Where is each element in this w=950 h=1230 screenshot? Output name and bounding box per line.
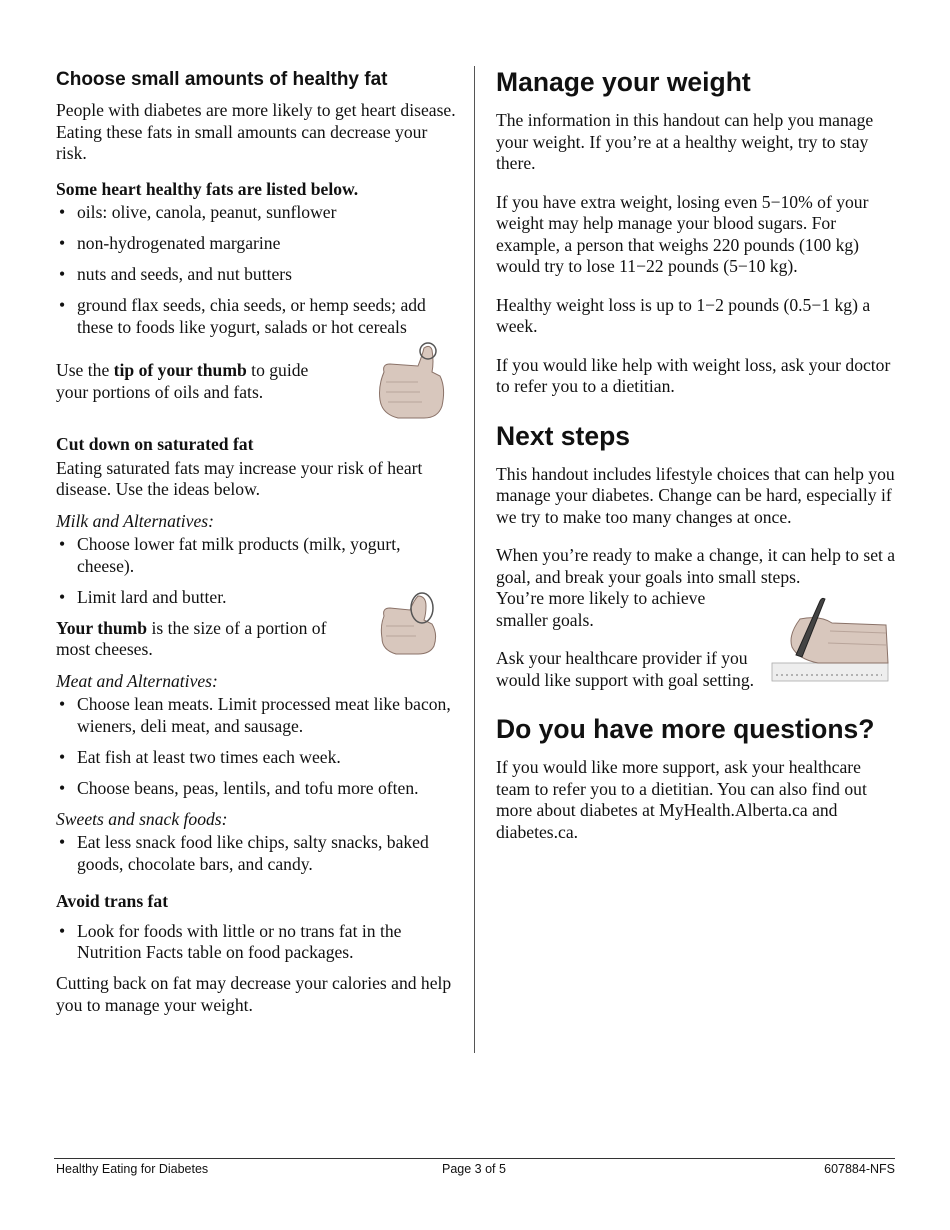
manage-weight-heading: Manage your weight	[496, 67, 751, 97]
questions-paragraph: If you would like more support, ask your healthcare team to refer you to a dietitian. You can also find out more about diabetes at MyHealth.Alberta.ca and diabetes.ca.	[496, 757, 867, 842]
next-steps-paragraph: When you’re ready to make a change, it can help to set a goal, and break your goals into small steps.	[496, 545, 896, 587]
saturated-fat-heading: Cut down on saturated fat	[56, 434, 254, 454]
weight-paragraph: The information in this handout can help you manage your weight. If you’re at a healthy weight, try to stay there.	[496, 110, 874, 173]
healthy-fat-heading: Choose small amounts of healthy fat	[56, 69, 388, 90]
list-item: • Choose lower fat milk products (milk, yogurt, cheese).	[56, 534, 456, 577]
weight-paragraph: If you have extra weight, losing even 5−10% of your weight may help manage your blood sugars. For example, a person that weighs 220 pounds (100 kg) would try to lose 11−22 pounds (5−10 kg).	[496, 191, 869, 276]
list-item: • non-hydrogenated margarine	[56, 233, 456, 255]
questions-heading: Do you have more questions?	[496, 714, 875, 744]
closing-text: Cutting back on fat may decrease your calories and help you to manage your weight.	[56, 973, 452, 1015]
thumb-tip-icon	[378, 342, 446, 420]
thumb-tip-block	[56, 348, 456, 426]
next-steps-paragraph: You’re more likely to achieve smaller goals.	[496, 588, 706, 630]
milk-heading: Milk and Alternatives:	[56, 510, 214, 531]
list-item: • Look for foods with little or no trans fat in the Nutrition Facts table on food packages.	[56, 921, 456, 964]
heart-healthy-fats-heading: Some heart healthy fats are listed below.	[56, 178, 359, 199]
list-item: • Eat fish at least two times each week.	[56, 747, 456, 769]
column-divider	[474, 66, 475, 1053]
left-column	[56, 66, 456, 1016]
list-item: • ground flax seeds, chia seeds, or hemp seeds; add these to foods like yogurt, salads or hot cereals	[56, 295, 456, 338]
list-item: • Choose beans, peas, lentils, and tofu more often.	[56, 778, 456, 800]
right-column	[496, 66, 896, 843]
thumb-text: Your thumb is the size of a portion of most cheeses.	[56, 617, 327, 659]
writing-hand-icon	[770, 597, 890, 685]
list-item: • Choose lean meats. Limit processed meat like bacon, wieners, deli meat, and sausage.	[56, 694, 456, 737]
footer-code: 607884-NFS	[824, 1162, 895, 1176]
footer-title: Healthy Eating for Diabetes	[56, 1162, 209, 1176]
list-item: • Limit lard and butter.	[56, 587, 456, 609]
sweets-list	[56, 832, 456, 875]
heart-healthy-fats-list	[56, 202, 456, 338]
sweets-heading: Sweets and snack foods:	[56, 808, 228, 829]
next-steps-paragraph: Ask your healthcare provider if you would like support with goal setting.	[496, 648, 755, 690]
page-footer	[54, 1158, 895, 1182]
weight-paragraph: Healthy weight loss is up to 1−2 pounds (0.5−1 kg) a week.	[496, 294, 871, 336]
thumb-tip-text: Use the tip of your thumb to guide your portions of oils and fats.	[56, 360, 309, 402]
healthy-fat-intro: People with diabetes are more likely to get heart disease. Eating these fats in small amounts can decrease your risk.	[56, 100, 456, 163]
saturated-fat-intro: Eating saturated fats may increase your risk of heart disease. Use the ideas below.	[56, 457, 423, 499]
list-item: • nuts and seeds, and nut butters	[56, 264, 456, 286]
trans-fat-list	[56, 921, 456, 964]
weight-paragraph: If you would like help with weight loss, ask your doctor to refer you to a dietitian.	[496, 354, 891, 396]
next-steps-heading: Next steps	[496, 420, 631, 451]
goal-block	[496, 545, 896, 691]
trans-fat-heading: Avoid trans fat	[56, 891, 169, 911]
meat-list	[56, 694, 456, 799]
footer-page-number: Page 3 of 5	[442, 1162, 506, 1176]
next-steps-paragraph: This handout includes lifestyle choices that can help you manage your diabetes. Change can be hard, especially if we try to make too many changes at once.	[496, 463, 895, 527]
list-item: • Eat less snack food like chips, salty snacks, baked goods, chocolate bars, and candy.	[56, 832, 456, 875]
meat-heading: Meat and Alternatives:	[56, 670, 218, 691]
thumb-block	[56, 618, 456, 661]
thumb-icon	[380, 590, 438, 656]
list-item: • oils: olive, canola, peanut, sunflower	[56, 202, 456, 224]
